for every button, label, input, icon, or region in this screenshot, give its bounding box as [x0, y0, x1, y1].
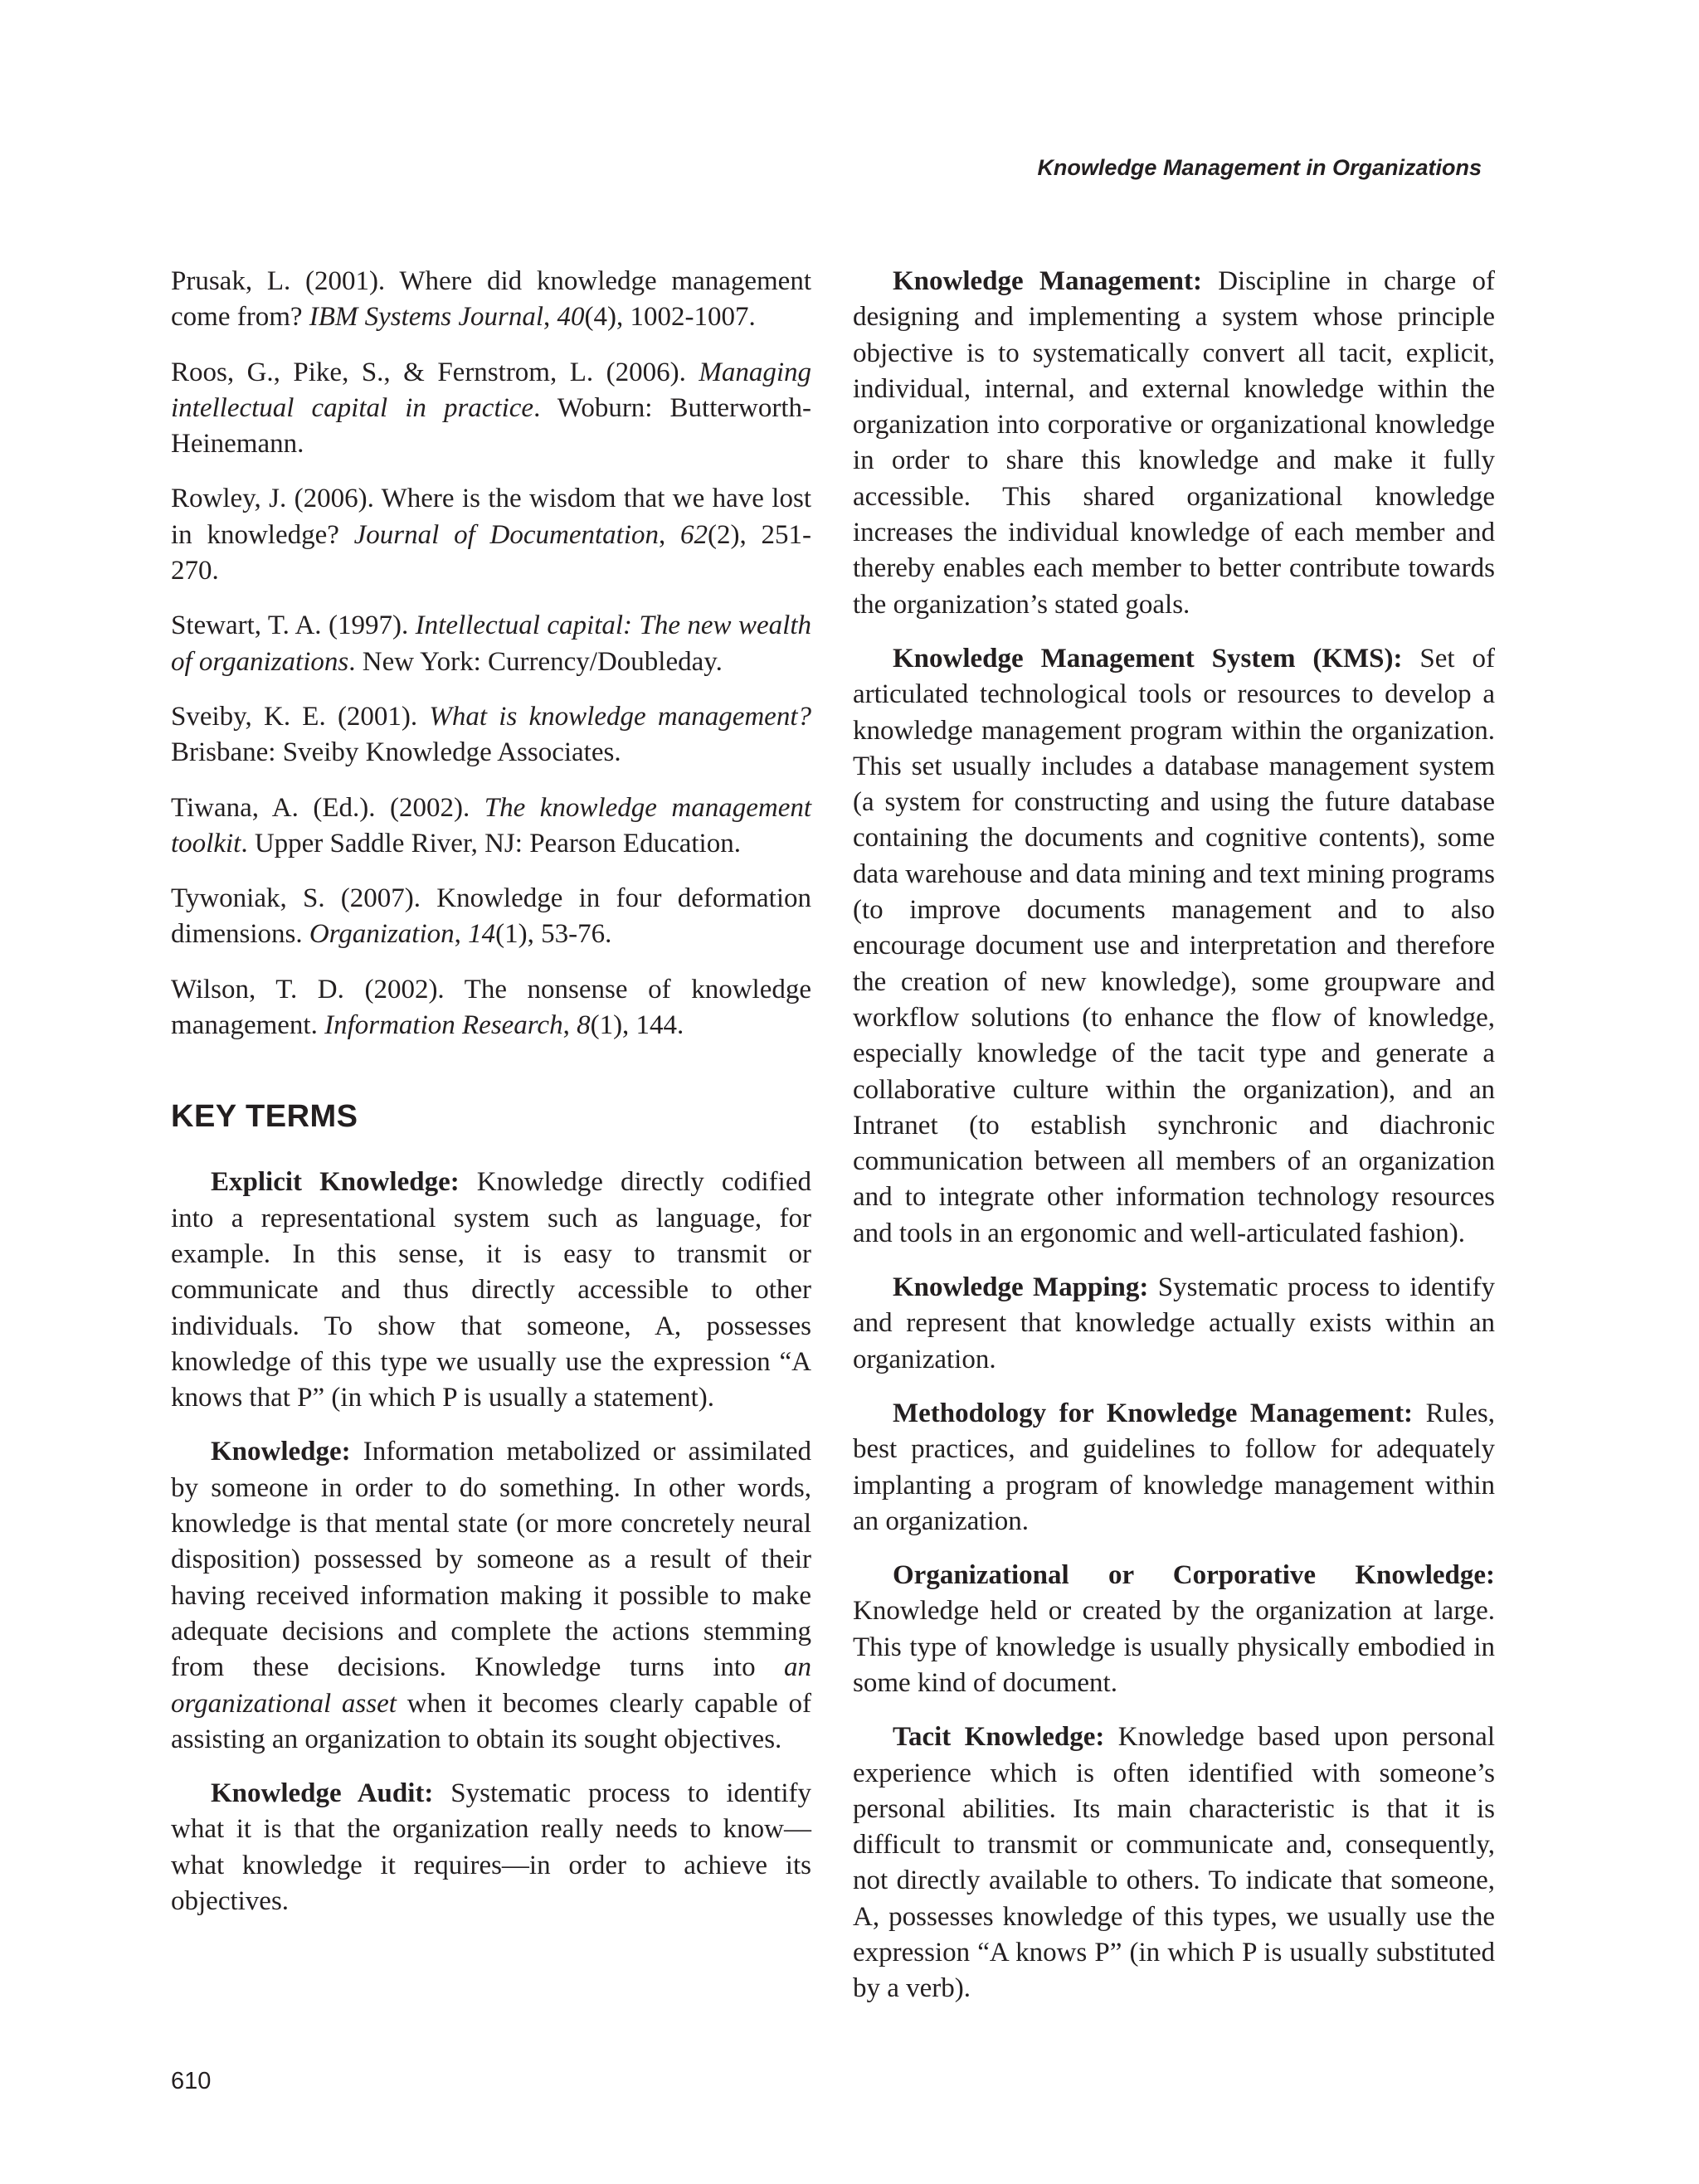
reference-roos: Roos, G., Pike, S., & Fernstrom, L. (2006). Managing intellectual capital in practice. Woburn: Butterworth-Heinemann.: [171, 357, 811, 460]
reference-prusak: Prusak, L. (2001). Where did knowledge management come from? IBM Systems Journal, 40(4), 1002-1007.: [171, 266, 811, 333]
reference-stewart: Stewart, T. A. (1997). Intellectual capital: The new wealth of organizations. New York: Currency/Doubleday.: [171, 610, 811, 677]
right-column: [853, 264, 1495, 2026]
term-knowledge-management: [853, 264, 1495, 623]
reference-wilson: Wilson, T. D. (2002). The nonsense of knowledge management. Information Research, 8(1), 144.: [171, 974, 811, 1041]
book-title: The knowledge management toolkit: [171, 792, 812, 859]
journal-title: IBM Systems Journal: [309, 302, 544, 333]
term-name: Knowledge:: [211, 1437, 351, 1467]
term-name: Methodology for Knowledge Management:: [893, 1398, 1414, 1428]
term-definition: Systematic process to identify and represent that knowledge actually exists within an organization.: [853, 1272, 1495, 1374]
key-terms-heading: KEY TERMS: [171, 1099, 358, 1135]
volume: 40: [557, 302, 585, 333]
book-title: Intellectual capital: The new wealth of organizations: [171, 610, 811, 677]
term-tacit-knowledge: [853, 1719, 1495, 2006]
volume: 8: [577, 1010, 591, 1041]
volume: 14: [468, 919, 496, 950]
term-name: Tacit Knowledge:: [893, 1722, 1105, 1753]
reference-rowley: Rowley, J. (2006). Where is the wisdom that we have lost in knowledge? Journal of Documentation, 62(2), 251-270.: [171, 484, 812, 586]
term-name: Knowledge Management System (KMS):: [893, 643, 1403, 674]
term-emphasis: an organizational asset: [171, 1652, 811, 1719]
term-knowledge-mapping: [853, 1270, 1495, 1378]
term-definition: Knowledge held or created by the organization at large. This type of knowledge is usually physically embodied in some kind of document.: [853, 1596, 1495, 1698]
term-explicit-knowledge: [171, 1165, 811, 1416]
term-name: Organizational or Corporative Knowledge:: [893, 1560, 1495, 1591]
term-definition: when it becomes clearly capable of assisting an organization to obtain its sought objectives.: [171, 1688, 811, 1754]
term-name: Knowledge Mapping:: [893, 1272, 1149, 1303]
term-definition: Rules, best practices, and guidelines to follow for adequately implanting a program of knowledge management within an organization.: [853, 1398, 1496, 1536]
term-knowledge-audit: [171, 1776, 811, 1919]
term-organizational-knowledge: [853, 1558, 1495, 1701]
term-definition: Set of articulated technological tools or resources to develop a knowledge management program within the organization. This set usually includes a database management system (a system for constructing and using the future database containing the documents and cognitive contents), some data warehouse and data mining and text mining programs (to improve documents management and to also encourage document use and interpretation and therefore the creation of new knowledge), some groupware and workflow solutions (to enhance the flow of knowledge, especially knowledge of the tacit type and generate a collaborative culture within the organization), and an Intranet (to establish synchronic and diachronic communication between all members of an organization and to integrate other information technology resources and tools in an ergonomic and well-articulated fashion).: [853, 643, 1495, 1248]
term-knowledge: [171, 1434, 811, 1758]
term-kms: [853, 641, 1495, 1252]
term-definition: Information metabolized or assimilated by someone in order to do something. In other words, knowledge is that mental state (or more concretely neural disposition) possessed by someone as a result of their having received information making it possible to make adequate decisions and complete the actions stemming from these decisions. Knowledge turns into: [171, 1437, 811, 1683]
journal-title: Organization: [309, 919, 455, 950]
left-column: [171, 264, 811, 1938]
running-head: Knowledge Management in Organizations: [1037, 155, 1482, 180]
term-name: Knowledge Audit:: [211, 1778, 434, 1809]
volume: 62: [680, 519, 708, 550]
term-definition: Systematic process to identify what it is that the organization really needs to know—what knowledge it requires—in order to achieve its objectives.: [171, 1778, 811, 1916]
term-definition: Knowledge directly codified into a representational system such as language, for example. In this sense, it is easy to transmit or communicate and thus directly accessible to other individuals. To show that someone, A, possesses knowledge of this type we usually use the expression “A knows that P” (in which P is usually a statement).: [171, 1167, 811, 1413]
reference-sveiby: Sveiby, K. E. (2001). What is knowledge management? Brisbane: Sveiby Knowledge Associates.: [171, 701, 811, 768]
term-name: Knowledge Management:: [893, 266, 1202, 296]
term-methodology: [853, 1396, 1495, 1540]
journal-title: Information Research: [324, 1010, 563, 1041]
book-title: What is knowledge management?: [429, 701, 811, 732]
page-number: 610: [171, 2068, 212, 2094]
reference-tywoniak: Tywoniak, S. (2007). Knowledge in four deformation dimensions. Organization, 14(1), 53-76.: [171, 883, 811, 950]
term-definition: Knowledge based upon personal experience which is often identified with someone’s personal abilities. Its main characteristic is that it is difficult to transmit or communicate and, consequently, not directly available to others. To indicate that someone, A, possesses knowledge of this types, we usually use the expression “A knows P” (in which P is usually substituted by a verb).: [853, 1722, 1495, 2004]
term-definition: Discipline in charge of designing and implementing a system whose principle objective is to systematically convert all tacit, explicit, individual, internal, and external knowledge within the organization into corporative or organizational knowledge in order to share this knowledge and make it fully accessible. This shared organizational knowledge increases the individual knowledge of each member and thereby enables each member to better contribute towards the organization’s stated goals.: [853, 266, 1495, 620]
book-title: Managing intellectual capital in practice: [171, 357, 811, 423]
term-name: Explicit Knowledge:: [211, 1167, 460, 1198]
journal-title: Journal of Documentation: [353, 519, 659, 550]
reference-tiwana: Tiwana, A. (Ed.). (2002). The knowledge management toolkit. Upper Saddle River, NJ: Pearson Education.: [171, 792, 812, 859]
